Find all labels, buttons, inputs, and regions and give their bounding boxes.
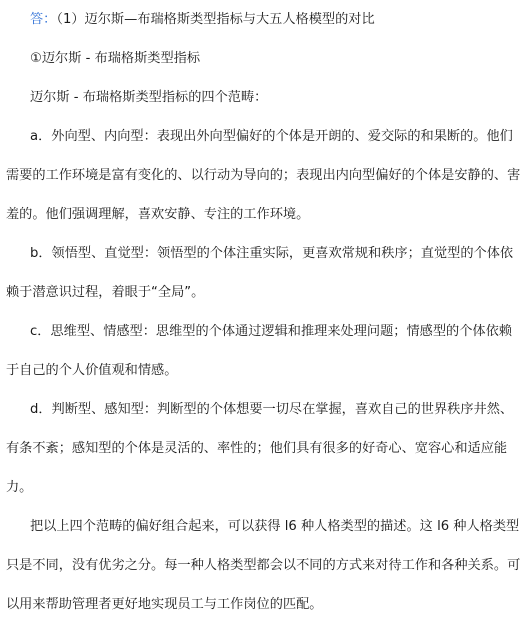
- item-d-paragraph: [6, 390, 523, 507]
- intro-paragraph: 迈尔斯 - 布瑞格斯类型指标的四个范畴：: [30, 90, 268, 105]
- item-c-paragraph: [6, 312, 523, 390]
- item-c-text: c．思维型、情感型：思维型的个体通过逻辑和推理来处理问题；情感型的个体依赖于自己的个人价值观和情感。: [6, 324, 512, 378]
- section-heading: ①迈尔斯 - 布瑞格斯类型指标: [30, 51, 201, 66]
- answer-title: （1）迈尔斯—布瑞格斯类型指标与大五人格模型的对比: [56, 12, 375, 27]
- answer-heading: [6, 0, 523, 39]
- item-a-text: a．外向型、内向型：表现出外向型偏好的个体是开朗的、爱交际的和果断的。他们需要的工作环境是富有变化的、以行动为导向的；表现出内向型偏好的个体是安静的、害羞的。他们强调理解，喜欢安静、专注的工作环境。: [6, 129, 521, 222]
- item-d-text: d．判断型、感知型：判断型的个体想要一切尽在掌握，喜欢自己的世界秩序井然、有条不紊；感知型的个体是灵活的、率性的；他们具有很多的好奇心、宽容心和适应能力。: [6, 402, 514, 495]
- answer-label: 答：: [30, 12, 57, 27]
- item-b-text: b．领悟型、直觉型：领悟型的个体注重实际，更喜欢常规和秩序；直觉型的个体依赖于潜意识过程，着眼于“全局”。: [6, 246, 514, 300]
- item-a-paragraph: [6, 117, 523, 234]
- item-b-paragraph: [6, 234, 523, 312]
- summary-text: 把以上四个范畴的偏好组合起来，可以获得 l6 种人格类型的描述。这 l6 种人格类型只是不同，没有优劣之分。每一种人格类型都会以不同的方式来对待工作和各种关系。可以用来帮助管理者更好地实现员工与工作岗位的匹配。: [6, 519, 521, 612]
- summary-paragraph: [6, 507, 523, 624]
